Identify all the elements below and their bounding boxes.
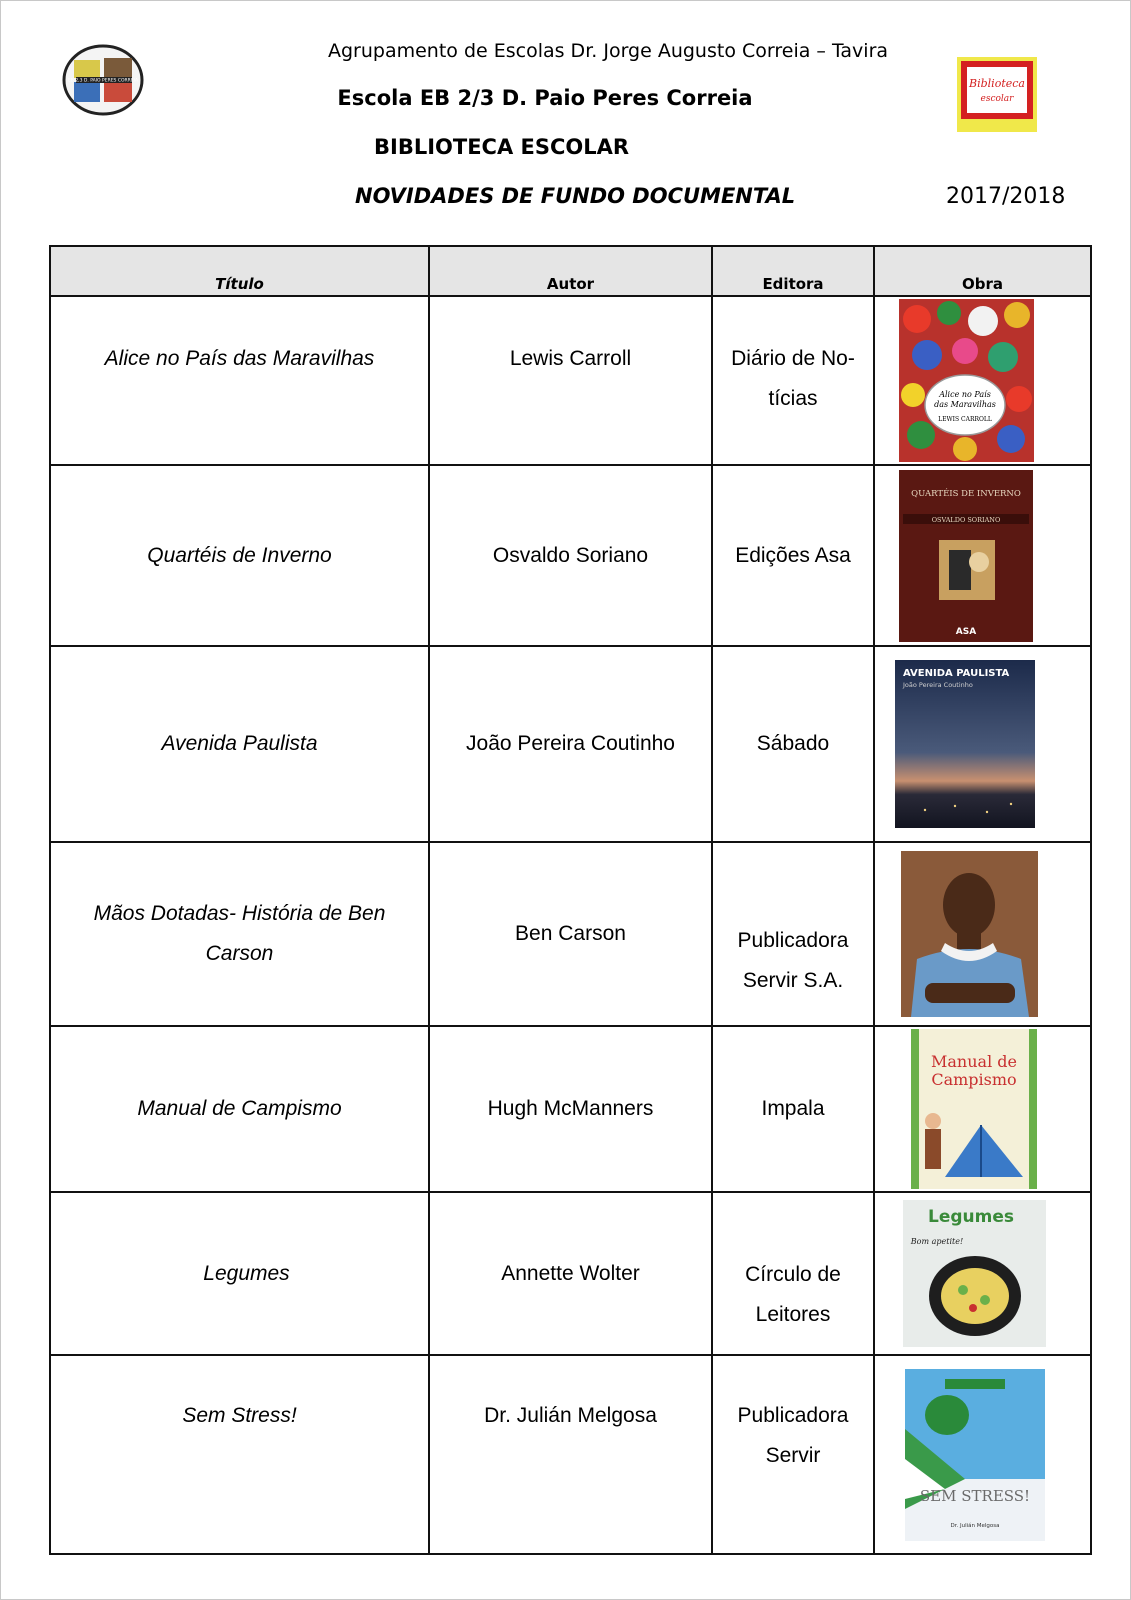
dark-red-book-cover-icon <box>899 470 1033 642</box>
book-author: Lewis Carroll <box>429 296 712 465</box>
book-publisher: Publicadora Servir S.A. <box>712 842 874 1026</box>
svg-text:João Pereira Coutinho: João Pereira Coutinho <box>903 681 973 689</box>
section-title: NOVIDADES DE FUNDO DOCUMENTAL <box>355 184 796 208</box>
book-author: João Pereira Coutinho <box>429 646 712 842</box>
book-cover-cell <box>874 1355 1091 1554</box>
svg-text:Dr. Julián Melgosa: Dr. Julián Melgosa <box>950 1522 1000 1529</box>
candy-book-cover-icon <box>899 299 1034 462</box>
book-title: Manual de Campismo <box>50 1026 429 1192</box>
svg-text:AVENIDA PAULISTA: AVENIDA PAULISTA <box>903 668 1010 679</box>
table-row <box>50 1026 1091 1192</box>
svg-text:SEM STRESS!: SEM STRESS! <box>919 1486 1031 1505</box>
table-row <box>50 1192 1091 1355</box>
book-title: Sem Stress! <box>50 1355 429 1554</box>
svg-text:QUARTÉIS DE INVERNO: QUARTÉIS DE INVERNO <box>911 488 1021 499</box>
svg-text:Alice no País: Alice no País <box>939 390 991 399</box>
book-title: Alice no País das Maravilhas <box>50 296 429 465</box>
table-row <box>50 1355 1091 1554</box>
book-title: Avenida Paulista <box>50 646 429 842</box>
book-publisher: Sábado <box>712 646 874 842</box>
table-row <box>50 842 1091 1026</box>
city-dusk-book-cover-icon <box>895 660 1035 828</box>
camping-book-cover-icon <box>911 1029 1037 1189</box>
book-author: Osvaldo Soriano <box>429 465 712 646</box>
svg-text:ASA: ASA <box>955 626 977 637</box>
book-title: Legumes <box>50 1192 429 1355</box>
book-author: Annette Wolter <box>429 1192 712 1355</box>
sem-stress-book-cover-icon <box>905 1369 1045 1541</box>
book-publisher: Edições Asa <box>712 465 874 646</box>
book-author: Hugh McManners <box>429 1026 712 1192</box>
library-title: BIBLIOTECA ESCOLAR <box>374 135 630 159</box>
svg-text:OSVALDO SORIANO: OSVALDO SORIANO <box>931 515 1001 524</box>
book-cover-cell <box>874 296 1091 465</box>
column-header-editora: Editora <box>712 246 874 296</box>
table-header-row <box>50 246 1091 296</box>
table-row <box>50 646 1091 842</box>
svg-text:Manual de: Manual de <box>931 1052 1017 1071</box>
school-group-name: Agrupamento de Escolas Dr. Jorge Augusto Correia – Tavira <box>327 40 889 62</box>
column-header-autor: Autor <box>429 246 712 296</box>
book-cover-cell <box>874 1026 1091 1192</box>
new-acquisitions-table <box>49 245 1092 1555</box>
svg-text:Biblioteca: Biblioteca <box>969 77 1025 90</box>
book-publisher: Círculo de Leitores <box>712 1192 874 1355</box>
book-author: Dr. Julián Melgosa <box>429 1355 712 1554</box>
book-publisher: Diário de No-tícias <box>712 296 874 465</box>
book-publisher: Impala <box>712 1026 874 1192</box>
svg-text:Legumes: Legumes <box>928 1207 1014 1227</box>
svg-text:LEWIS CARROLL: LEWIS CARROLL <box>938 416 992 423</box>
svg-text:Bom apetite!: Bom apetite! <box>910 1237 964 1246</box>
column-header-titulo: Título <box>50 246 429 296</box>
table-row <box>50 296 1091 465</box>
book-cover-cell <box>874 646 1091 842</box>
table-row <box>50 465 1091 646</box>
svg-text:EB 2,3 D. PAIO PERES CORREIA: EB 2,3 D. PAIO PERES CORREIA <box>67 78 139 84</box>
vegetables-book-cover-icon <box>903 1200 1046 1347</box>
book-title: Quartéis de Inverno <box>50 465 429 646</box>
svg-text:das Maravilhas: das Maravilhas <box>934 400 996 409</box>
book-cover-cell <box>874 842 1091 1026</box>
school-year: 2017/2018 <box>946 184 1066 209</box>
school-name: Escola EB 2/3 D. Paio Peres Correia <box>337 86 753 110</box>
book-cover-cell <box>874 1192 1091 1355</box>
column-header-obra: Obra <box>874 246 1091 296</box>
svg-text:escolar: escolar <box>980 94 1014 104</box>
svg-text:Campismo: Campismo <box>931 1070 1017 1089</box>
book-title: Mãos Dotadas- História de Ben Carson <box>50 842 429 1026</box>
book-cover-cell <box>874 465 1091 646</box>
book-author: Ben Carson <box>429 842 712 1026</box>
portrait-book-cover-icon <box>901 851 1038 1017</box>
book-publisher: Publicadora Servir <box>712 1355 874 1554</box>
